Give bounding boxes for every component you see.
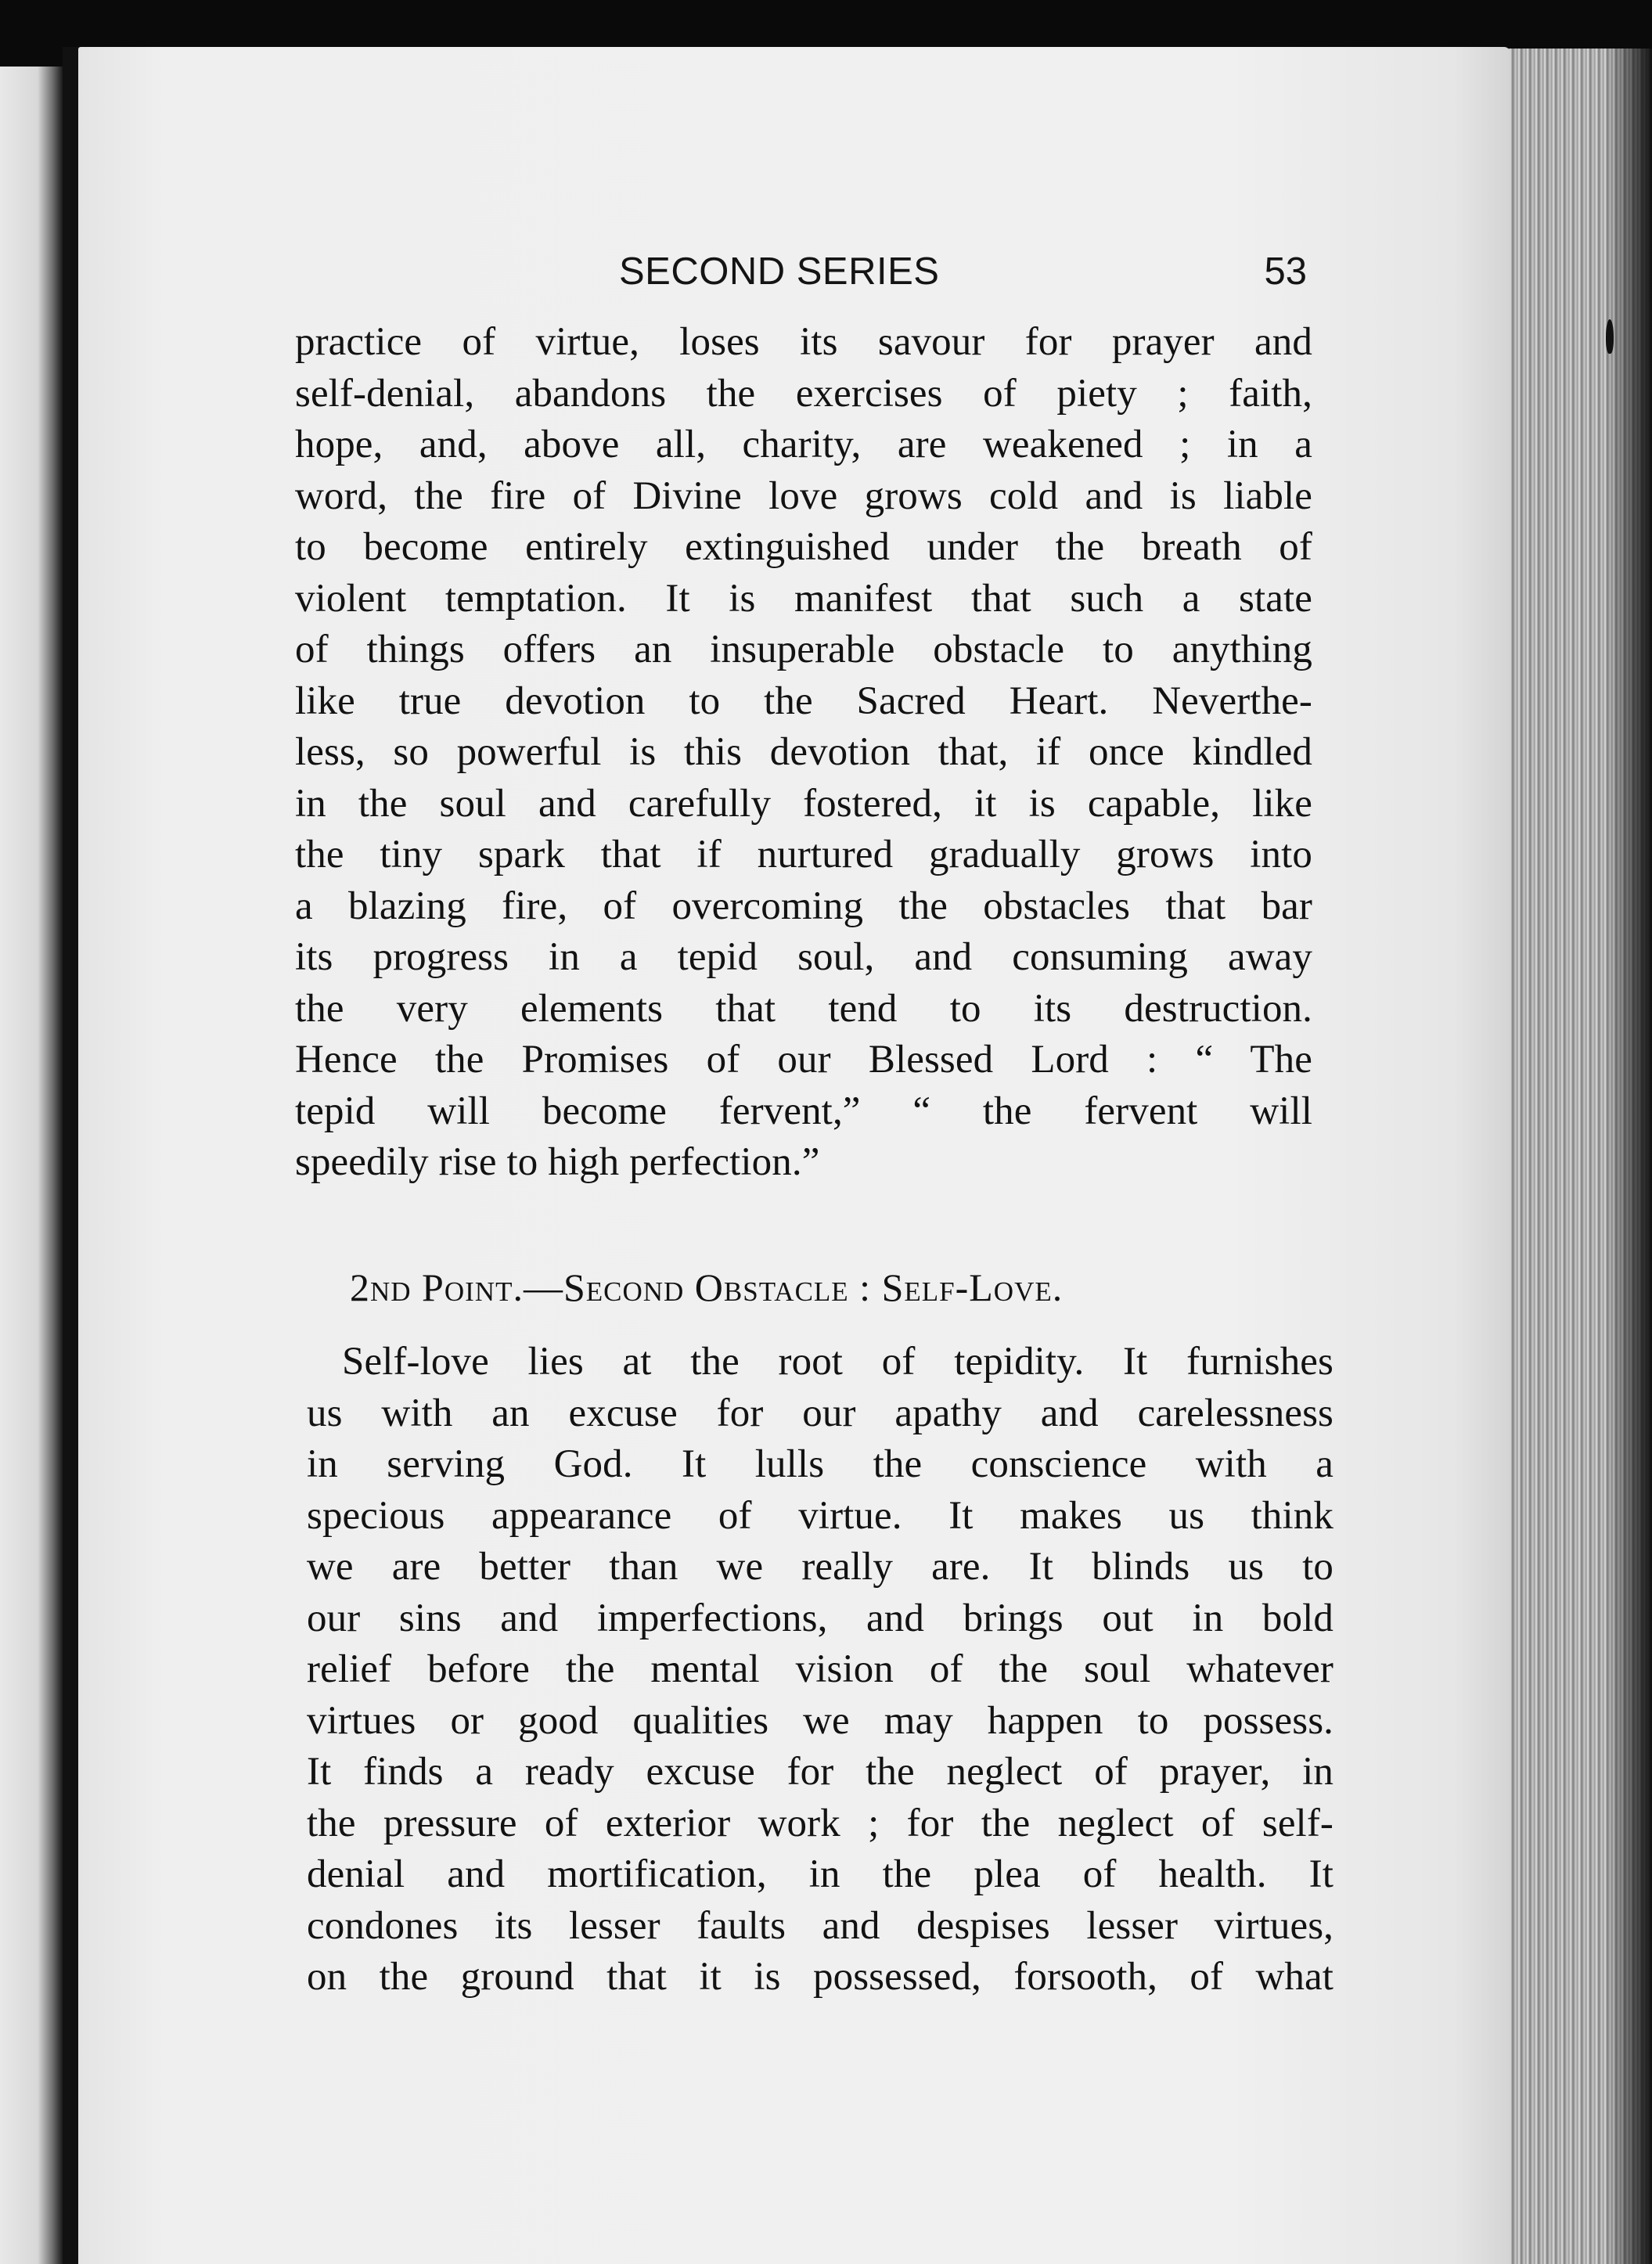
text-line: the tiny spark that if nurtured gradually grows into bbox=[295, 833, 1312, 876]
text-line: in serving God. It lulls the conscience with a bbox=[307, 1442, 1333, 1486]
text-line: the very elements that tend to its destruction. bbox=[295, 986, 1312, 1031]
text-line: condones its lesser faults and despises lesser virtues, bbox=[307, 1903, 1333, 1948]
text-line: to become entirely extinguished under the breath of bbox=[295, 525, 1312, 569]
text-line: specious appearance of virtue. It makes us think bbox=[307, 1493, 1333, 1538]
paragraph-second-point bbox=[307, 1337, 1333, 2003]
text-line: we are better than we really are. It blinds us to bbox=[307, 1545, 1333, 1589]
text-line: denial and mortification, in the plea of health. It bbox=[307, 1852, 1333, 1896]
text-line: us with an excuse for our apathy and carelessness bbox=[307, 1391, 1333, 1435]
section-heading: 2nd Point.—Second Obstacle : Self-Love. bbox=[350, 1265, 1064, 1309]
text-line: Hence the Promises of our Blessed Lord : “ The bbox=[295, 1038, 1312, 1082]
paragraph-first-point-continued bbox=[295, 317, 1312, 1189]
text-line: the pressure of exterior work ; for the neglect of self- bbox=[307, 1801, 1333, 1845]
text-line: its progress in a tepid soul, and consuming away bbox=[295, 935, 1312, 979]
text-line: relief before the mental vision of the soul whatever bbox=[307, 1647, 1333, 1691]
text-line: It finds a ready excuse for the neglect of prayer, in bbox=[307, 1750, 1333, 1794]
left-page-edge bbox=[0, 67, 63, 2264]
text-line: virtues or good qualities we may happen to possess. bbox=[307, 1698, 1333, 1743]
text-line: violent temptation. It is manifest that such a state bbox=[295, 576, 1312, 621]
text-line: our sins and imperfections, and brings out in bold bbox=[307, 1596, 1333, 1640]
running-head bbox=[296, 244, 1307, 299]
text-line: a blazing fire, of overcoming the obstacles that bar bbox=[295, 884, 1312, 928]
page-number: 53 bbox=[1264, 250, 1307, 293]
text-line: less, so powerful is this devotion that, if once kindled bbox=[295, 730, 1312, 774]
edge-mark bbox=[1606, 319, 1614, 354]
text-line: self-denial, abandons the exercises of piety ; faith, bbox=[295, 371, 1312, 416]
text-line: practice of virtue, loses its savour for prayer and bbox=[295, 320, 1312, 364]
text-line: Self-love lies at the root of tepidity. It furnishes bbox=[342, 1340, 1333, 1384]
page-edge-stack bbox=[1506, 49, 1652, 2264]
text-line: on the ground that it is possessed, forsooth, of what bbox=[307, 1955, 1333, 1999]
book-gutter bbox=[63, 47, 80, 2264]
running-head-title: SECOND SERIES bbox=[619, 250, 940, 293]
text-line: in the soul and carefully fostered, it is capable, like bbox=[295, 781, 1312, 826]
text-line: tepid will become fervent,” “ the fervent will bbox=[295, 1089, 1312, 1133]
text-line: speedily rise to high perfection.” bbox=[295, 1140, 820, 1184]
text-line: hope, and, above all, charity, are weakened ; in a bbox=[295, 423, 1312, 466]
text-line: word, the fire of Divine love grows cold and is liable bbox=[295, 473, 1312, 518]
text-line: like true devotion to the Sacred Heart. Neverthe- bbox=[295, 678, 1312, 723]
text-line: of things offers an insuperable obstacle to anything bbox=[295, 628, 1312, 671]
